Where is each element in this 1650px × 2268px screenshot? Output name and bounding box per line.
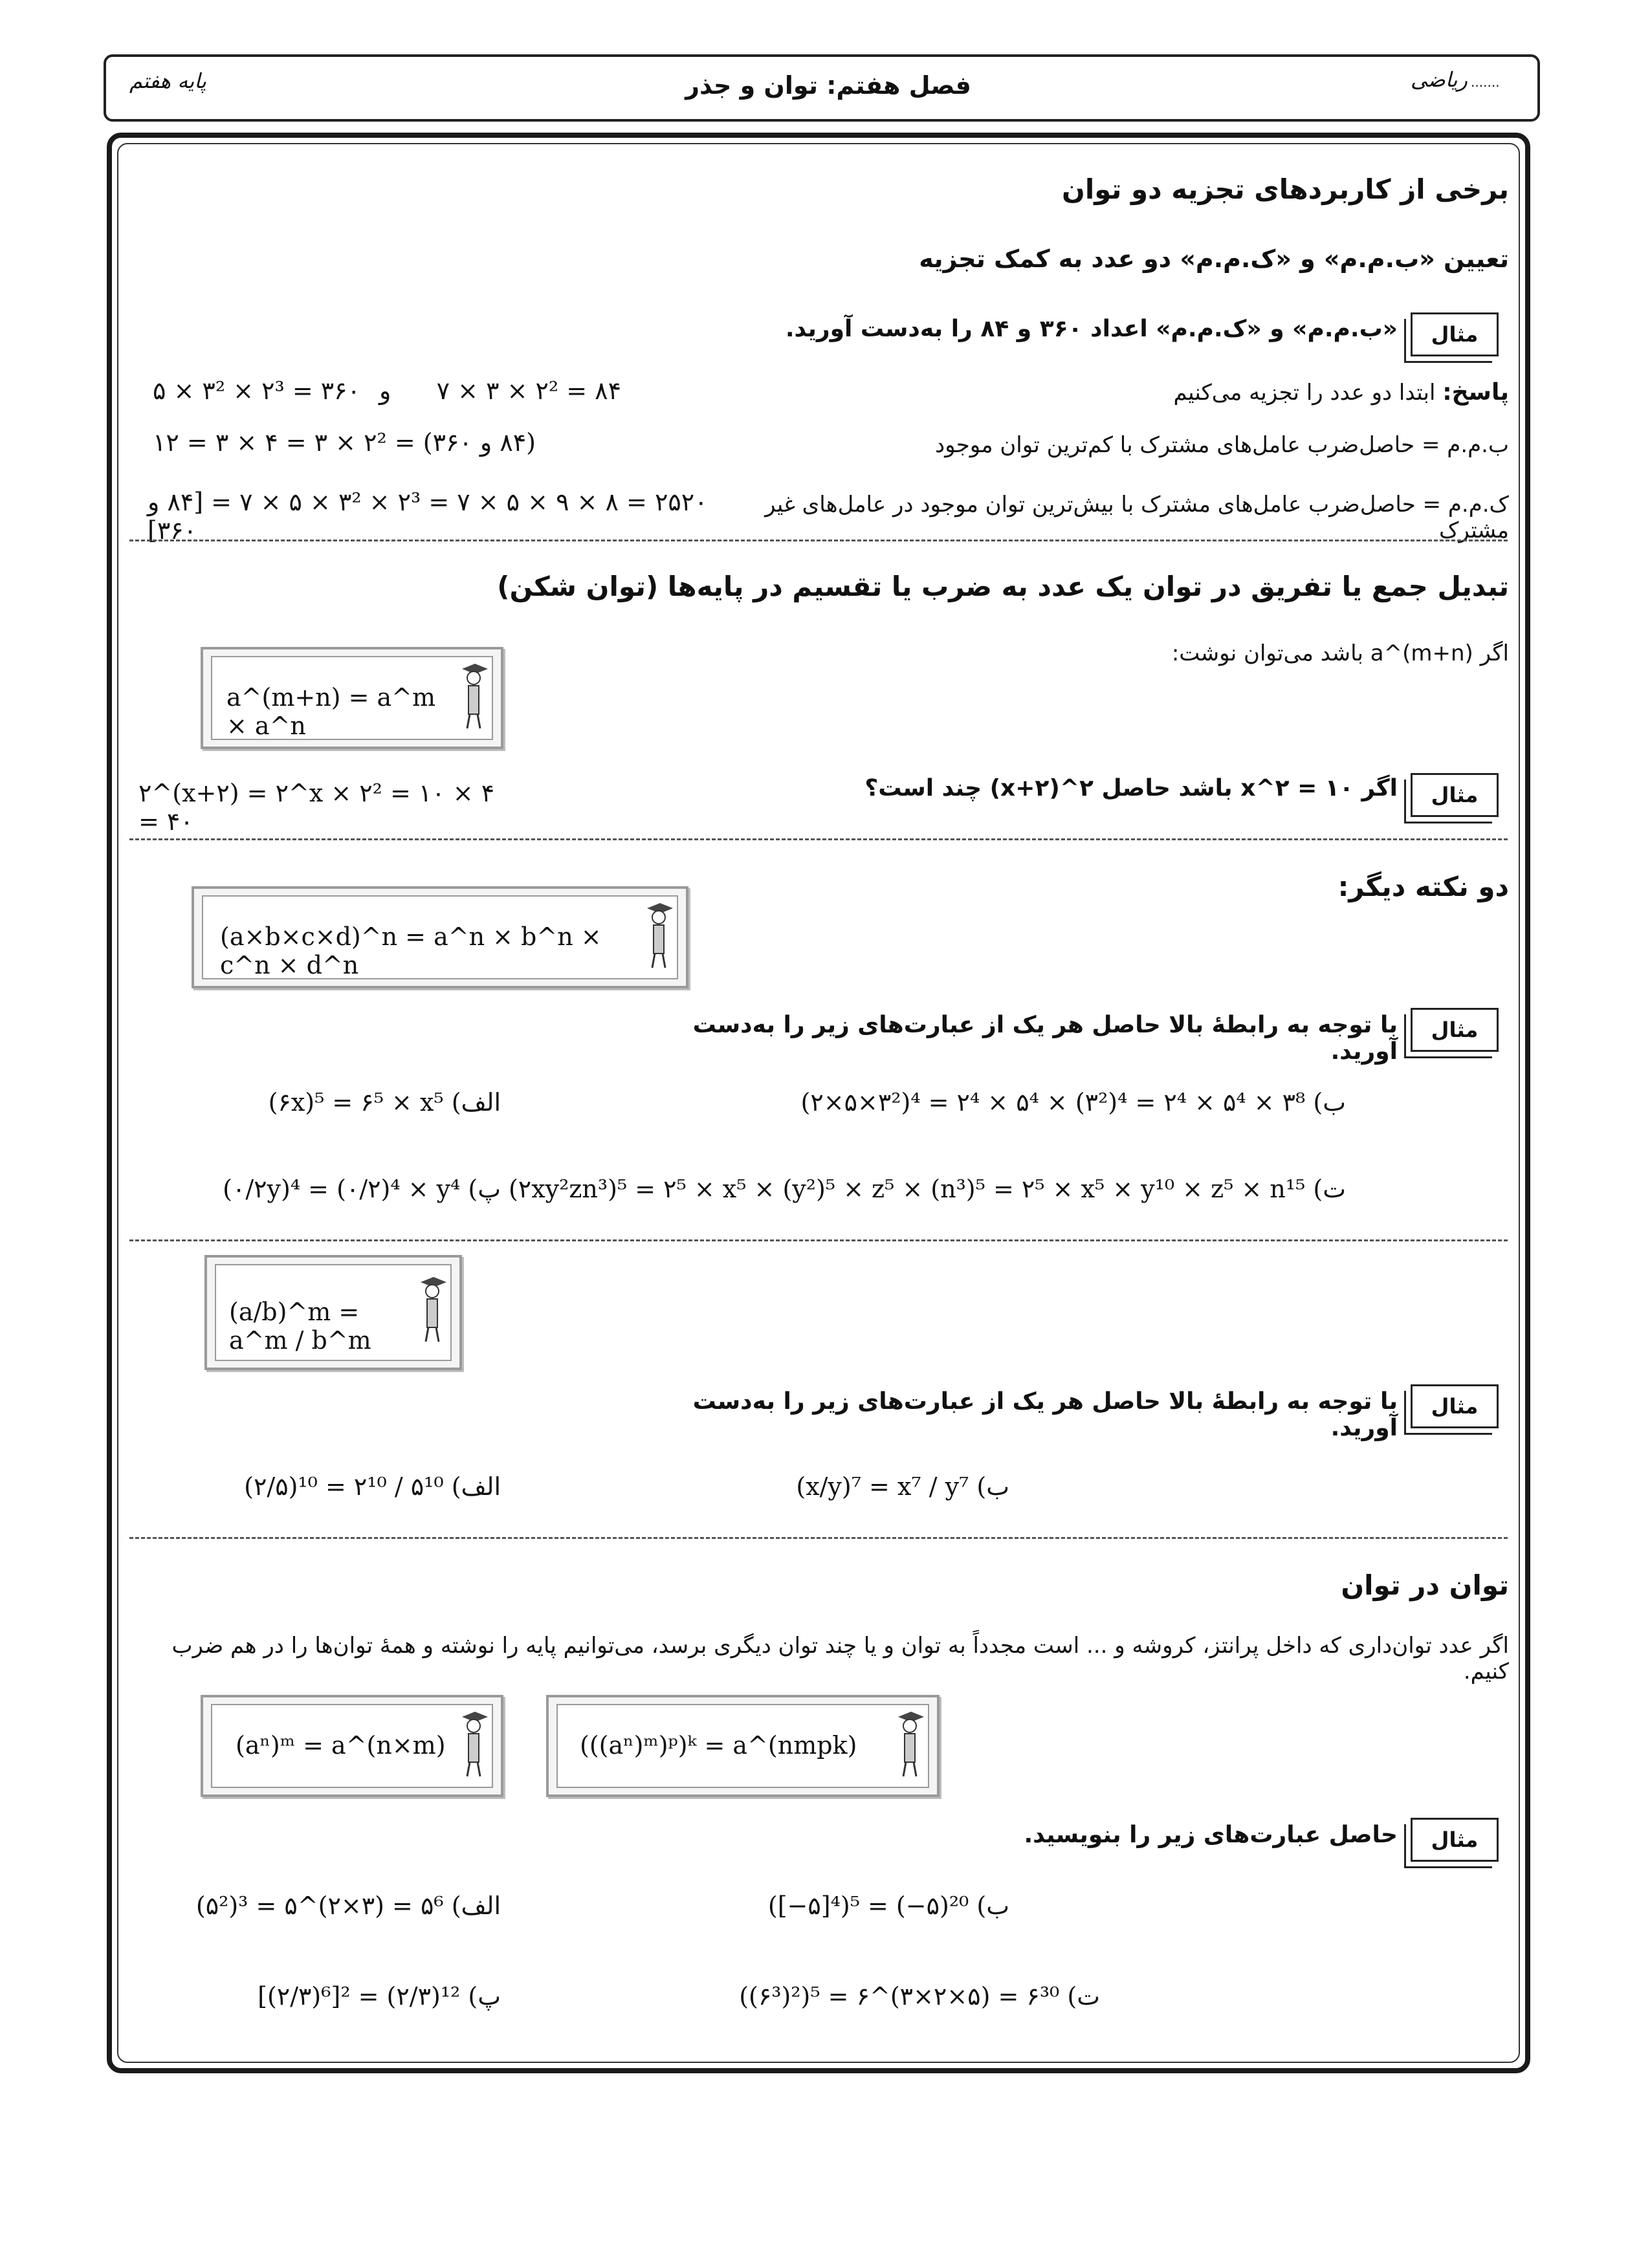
- power-split-intro: اگر a^(m+n) باشد می‌توان نوشت:: [1171, 640, 1509, 666]
- gcd-definition: ب.م.م = حاصل‌ضرب عامل‌های مشترک با کم‌ترین توان موجود: [935, 432, 1509, 458]
- exercise-item: الف) (۵²)³ = ۵^(۲×۳) = ۵⁶: [195, 1892, 501, 1920]
- section-divider: [129, 1537, 1508, 1539]
- example-question: با توجه به رابطهٔ بالا حاصل هر یک از عبارت‌های زیر را به‌دست آورید.: [692, 1388, 1398, 1441]
- scholar-figure-icon: [456, 1709, 489, 1780]
- subsection-gcd-lcm: تعیین «ب.م.م» و «ک.م.م» دو عدد به کمک تجزیه: [919, 245, 1509, 273]
- formula-box-product-power: [192, 886, 688, 988]
- exercise-item: ب) ([−۵]⁴)⁵ = (−۵)²⁰: [767, 1892, 1009, 1920]
- formula-box-power-of-power: [201, 1695, 503, 1797]
- example-question: با توجه به رابطهٔ بالا حاصل هر یک از عبارت‌های زیر را به‌دست آورید.: [692, 1012, 1398, 1065]
- exercise-item: الف) (۲/۵)¹⁰ = ۲¹⁰ / ۵¹⁰: [244, 1472, 501, 1501]
- formula-sum-exponent: a^(m+n) = a^m × a^n: [226, 683, 436, 740]
- and-connector: و: [379, 376, 391, 405]
- section-divider: [129, 1239, 1508, 1241]
- exercise-item: پ) [(۲/۳)⁶]² = (۲/۳)¹²: [258, 1982, 501, 2011]
- exercise-item: الف) (۶x)⁵ = ۶⁵ × x⁵: [268, 1088, 501, 1117]
- lcm-formula: ۲۵۲۰ = ۸ × ۹ × ۵ × ۷ = ۲³ × ۳² × ۵ × ۷ = [۸۴ و ۳۶۰]: [148, 488, 708, 545]
- factorization-84: ۸۴ = ۲² × ۳ × ۷: [436, 376, 621, 405]
- grade-label: پایه هفتم: [129, 69, 206, 93]
- exercise-item: ت) ((۶³)²)⁵ = ۶^(۳×۲×۵) = ۶³⁰: [739, 1982, 1100, 2011]
- exercise-item: پ) (۰/۲y)⁴ = (۰/۲)⁴ × y⁴: [223, 1175, 501, 1203]
- example-question: «ب.م.م» و «ک.م.م» اعداد ۳۶۰ و ۸۴ را به‌دست آورید.: [785, 316, 1398, 342]
- example-badge: مثال: [1411, 1008, 1499, 1052]
- section-divider: [129, 838, 1508, 840]
- answer-line: [862, 379, 1509, 406]
- scholar-figure-icon: [641, 900, 674, 972]
- answer-label: پاسخ:: [1442, 379, 1509, 406]
- section-divider: [129, 540, 1508, 541]
- formula-fraction-power: (a/b)^m = a^m / b^m: [229, 1298, 371, 1355]
- example-badge: مثال: [1411, 773, 1499, 817]
- scholar-figure-icon: [414, 1274, 448, 1346]
- example-question: حاصل عبارت‌های زیر را بنویسید.: [1024, 1822, 1398, 1848]
- formula-power-of-power: (aⁿ)ᵐ = a^(n×m): [236, 1731, 446, 1760]
- section-title-two-notes: دو نکته دیگر:: [1337, 871, 1509, 902]
- section-title-factorization: برخی از کاربردهای تجزیه دو توان: [1062, 173, 1509, 205]
- gcd-formula: (۸۴ و ۳۶۰) = ۲² × ۳ = ۴ × ۳ = ۱۲: [153, 428, 536, 457]
- scholar-figure-icon: [892, 1709, 925, 1780]
- section-title-power-split: تبدیل جمع یا تفریق در توان یک عدد به ضرب یا تقسیم در پایه‌ها (توان شکن): [497, 571, 1509, 602]
- formula-box-sum-exponent: [201, 647, 503, 749]
- scholar-figure-icon: [456, 661, 489, 732]
- formula-box-multi-power: [546, 1695, 940, 1797]
- answer-text: ابتدا دو عدد را تجزیه می‌کنیم: [1173, 380, 1436, 406]
- power-of-power-intro: اگر عدد توان‌داری که داخل پرانتز، کروشه و ... است مجدداً به توان و یا چند توان دیگری برسد، می‌توانیم پایه را نوشته و همهٔ توان‌ها را در هم ضرب کنیم.: [171, 1633, 1509, 1685]
- brand-logo: ریاضی .......: [1411, 67, 1500, 92]
- exercise-item: ب) (۲×۵×۳²)⁴ = ۲⁴ × ۵⁴ × (۳²)⁴ = ۲⁴ × ۵⁴ × ۳⁸: [800, 1088, 1346, 1117]
- brand-logo-text: ریاضی: [1411, 67, 1468, 92]
- section-title-power-of-power: توان در توان: [1341, 1569, 1509, 1601]
- exercise-item: ت) (۲xy²zn³)⁵ = ۲⁵ × x⁵ × (y²)⁵ × z⁵ × (n³)⁵ = ۲⁵ × x⁵ × y¹⁰ × z⁵ × n¹⁵: [508, 1175, 1346, 1203]
- example-question: اگر ۱۰ = ۲^x باشد حاصل ۲^(x+۲) چند است؟: [864, 775, 1398, 801]
- example-answer: ۲^(x+۲) = ۲^x × ۲² = ۱۰ × ۴ = ۴۰: [138, 779, 495, 836]
- example-badge: مثال: [1411, 312, 1499, 356]
- exercise-item: ب) (x/y)⁷ = x⁷ / y⁷: [796, 1472, 1009, 1501]
- example-badge: مثال: [1411, 1384, 1499, 1428]
- factorization-360: ۳۶۰ = ۲³ × ۳² × ۵: [153, 376, 360, 405]
- lcm-definition: ک.م.م = حاصل‌ضرب عامل‌های مشترک با بیش‌ترین توان موجود در عامل‌های غیر مشترک: [765, 492, 1509, 543]
- formula-box-fraction-power: [204, 1255, 462, 1370]
- chapter-title: فصل هفتم: توان و جذر: [685, 71, 971, 100]
- formula-product-power: (a×b×c×d)^n = a^n × b^n × c^n × d^n: [220, 922, 602, 979]
- example-badge: مثال: [1411, 1818, 1499, 1862]
- formula-multi-power: (((aⁿ)ᵐ)ᵖ)ᵏ = a^(nmpk): [580, 1731, 857, 1760]
